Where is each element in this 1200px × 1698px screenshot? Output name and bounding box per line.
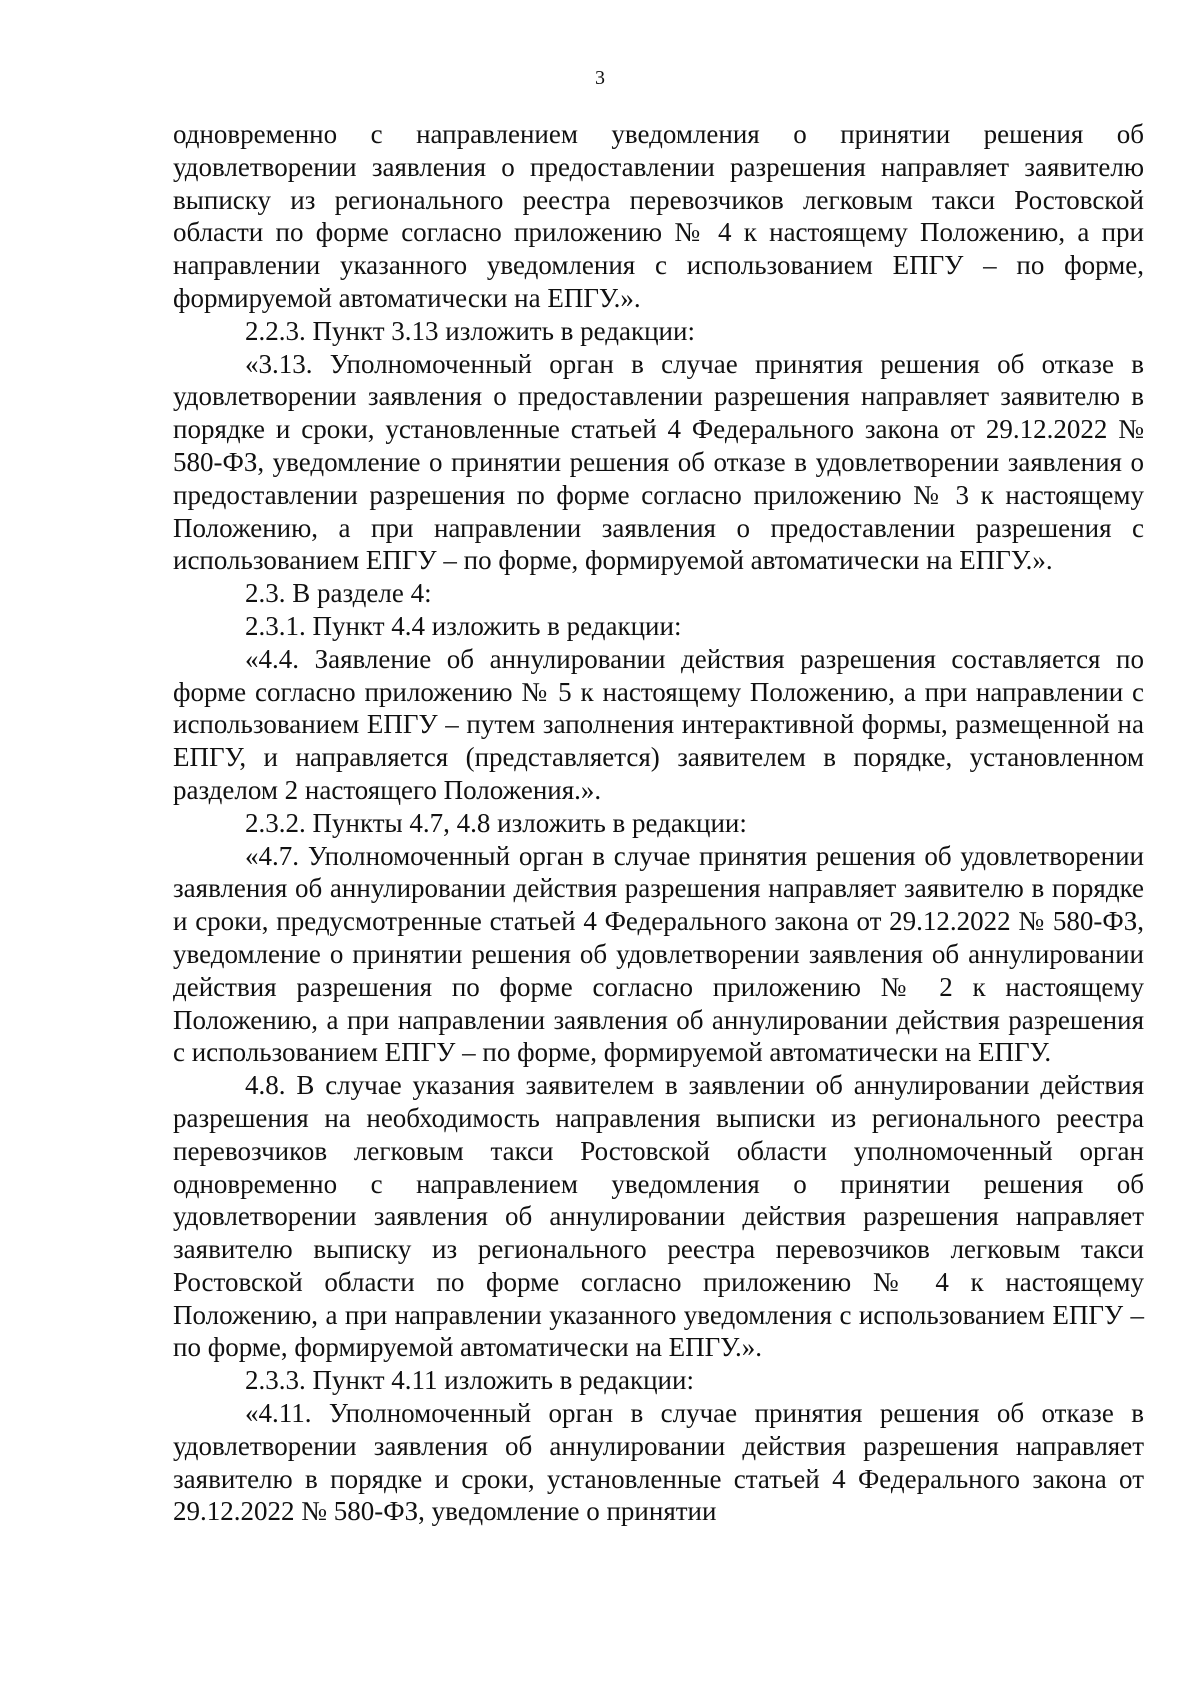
page-number: 3 xyxy=(595,67,605,89)
paragraph-2-3-heading: 2.3. В разделе 4: xyxy=(245,578,432,609)
paragraph-2-3-3-heading: 2.3.3. Пункт 4.11 изложить в редакции: xyxy=(245,1365,694,1396)
paragraph-2-3-1-heading: 2.3.1. Пункт 4.4 изложить в редакции: xyxy=(245,610,682,641)
paragraph-4-7: «4.7. Уполномоченный орган в случае принятия решения об удовлетворении заявления об аннулировании действия разрешения направляет заявителю в порядке и сроки, предусмотренные статьей 4 Федерального закона от 29.12.2022 № 580-ФЗ, уведомление о принятии решения об удовлетворении заявления об аннулировании действия разрешения по форме согласно приложению № 2 к настоящему Положению, а при направлении заявления об аннулировании действия разрешения с использованием ЕПГУ – по форме, формируемой автоматически на ЕПГУ. xyxy=(173,840,1144,1068)
paragraph-2-3-2-heading: 2.3.2. Пункты 4.7, 4.8 изложить в редакции: xyxy=(245,807,747,838)
document-body xyxy=(173,118,1144,1528)
paragraph-continuation: одновременно с направлением уведомления о принятии решения об удовлетворении заявления о предоставлении разрешения направляет заявителю выписку из регионального реестра перевозчиков легковым такси Ростовской области по форме согласно приложению № 4 к настоящему Положению, а при направлении указанного уведомления с использованием ЕПГУ – по форме, формируемой автоматически на ЕПГУ.». xyxy=(173,119,1144,313)
paragraph-4-8: 4.8. В случае указания заявителем в заявлении об аннулировании действия разрешения на необходимость направления выписки из регионального реестра перевозчиков легковым такси Ростовской области уполномоченный орган одновременно с направлением уведомления о принятии решения об удовлетворении заявления об аннулировании действия разрешения направляет заявителю выписку из регионального реестра перевозчиков легковым такси Ростовской области по форме согласно приложению № 4 к настоящему Положению, а при направлении указанного уведомления с использованием ЕПГУ – по форме, формируемой автоматически на ЕПГУ.». xyxy=(173,1070,1144,1363)
paragraph-4-11: «4.11. Уполномоченный орган в случае принятия решения об отказе в удовлетворении заявления об аннулировании действия разрешения направляет заявителю в порядке и сроки, установленные статьей 4 Федерального закона от 29.12.2022 № 580-ФЗ, уведомление о принятии xyxy=(173,1398,1144,1527)
paragraph-3-13: «3.13. Уполномоченный орган в случае принятия решения об отказе в удовлетворении заявления о предоставлении разрешения направляет заявителю в порядке и сроки, установленные статьей 4 Федерального закона от 29.12.2022 № 580-ФЗ, уведомление о принятии решения об отказе в удовлетворении заявления о предоставлении разрешения по форме согласно приложению № 3 к настоящему Положению, а при направлении заявления о предоставлении разрешения с использованием ЕПГУ – по форме, формируемой автоматически на ЕПГУ.». xyxy=(173,348,1144,576)
paragraph-4-4: «4.4. Заявление об аннулировании действия разрешения составляется по форме согласно приложению № 5 к настоящему Положению, а при направлении с использованием ЕПГУ – путем заполнения интерактивной формы, размещенной на ЕПГУ, и направляется (представляется) заявителем в порядке, установленном разделом 2 настоящего Положения.». xyxy=(173,643,1144,805)
paragraph-2-2-3-heading: 2.2.3. Пункт 3.13 изложить в редакции: xyxy=(245,315,695,346)
